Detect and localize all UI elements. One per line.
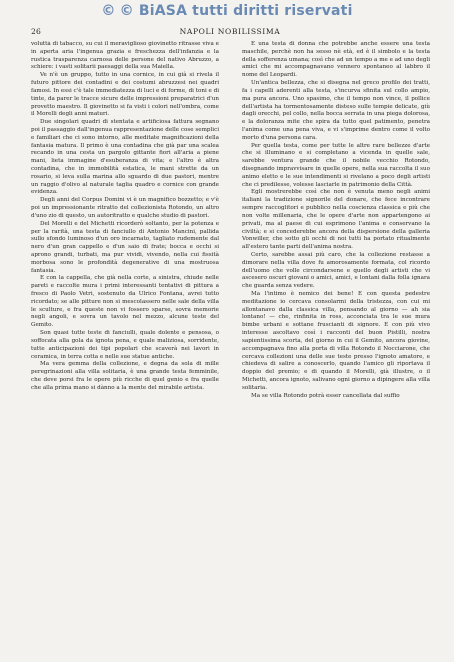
paragraph: voluttà di tabacco, su cui il meraviglioso giovinetto ritrasse viva e in aperta aria l'ingenua grazia e freschezza dell'infanzia e la rustica trasparenza carnosa delle persone del nativo Abruzzo, a schiere: i vasti solitarii paesaggi della sua Maiella. [31, 41, 219, 71]
paragraph: È una testa di donna che potrebbe anche essere una testa maschile, perchè non ha sesso nè età, ed è il simbolo e la testa della sofferenza umana; così che ad un tempo a me e ad uno degli amici che mi accompagnavano vennero spontaneo al labbro il nome del Leopardi. [242, 41, 430, 79]
paragraph: Degli anni del Corpus Domini vi è un magnifico bozzetto; e v'è poi un impressionante ritratto del collezionista Rotondo, un altro d'uno zio di questo, un autoritratto e qualche studio di pastori. [31, 197, 219, 219]
journal-title: NAPOLI NOBILISSIMA [179, 27, 281, 36]
paragraph: Son quasi tutte teste di fanciulli, quale dolente e pensosa, o soffocata alla gola da ignota pena, e quale maliziosa, sorridente, tutte anticipazioni dei tipi popolari che scaverà nei lavori in ceramica, in terra cotta e nelle sue statue antiche. [31, 330, 219, 360]
paragraph: Del Morelli e del Michetti ricorderò soltanto, per la potenza e per la rarità, una testa di fanciullo di Antonio Mancini, pallida sullo sfondo luminoso d'un oro incarnato, tagliato rudemente dal nero d'un gran cappello e d'un saio di frate; bocca e occhi si aprono grandi, turbati, ma pur vividi, vivendo, nella cui fissità morbosa sono le profondità degenerative di una mostruosa fantasia. [31, 220, 219, 274]
paragraph: Ve n'è un gruppo, tutto in una cornice, in cui già si rivela il futuro pittore dei contadini e dei costumi abruzzesi nei quadri famosi. In essi c'è tale immediatezza di luci e di forme, di toni e di tinte, da parer le tracce sicure delle impressioni preparatrici d'un provetto maestro. Il giovinetto si fa visti i colori nell'ombra, come il Morelli degli anni maturi. [31, 72, 219, 118]
paragraph: Ma l'intimo è nemico dei bene! E con questa pedestre meditazione io cercava consolarmi della tristezza, con cui mi allontanavo dalla classica villa, pensando al giorno — ah sia lontano! — che, rinfinita in ross, acconciata tra le sue mura bimbe urbani e sottane fruscianti di signore. E con più vivo interesse ascoltavo così i racconti del buon Pistilli, nostra sapientissima scorta, del giorno in cui il Gemito, ancora giovine, accompagnava fino alla porta di villa Rotondo il Nocciarone, che cercava collezioni una delle sue teste presso l'ignoto amatore, e chiedeva di salire a conoscerlo, quando l'amico gli riportava il doppio del premio; e di quando il Morelli, già illustre, o il Michetti, ancora ignoto, salivano ogni giorno a dipingere alla villa solitaria. [242, 291, 430, 391]
paragraph: Per quella testa, come per tutte le altre rare bellezze d'arte che si illuminano e si completano a vicenda in quelle sale, sarebbe ventura grande che il nobile vecchio Rotondo, disegnando impravvisare in quelle opere, nella sua raccolta il suo animo eletto e le sue intendimenti si rivelano a poco degli artisti che ci predilesse, volesse lasciarle in patrimonio della Città. [242, 142, 430, 188]
paragraph: E con la cappella, che già nella corte, a sinistra, chiude nelle pareti e raccolte mura i primi interessanti tentativi di pittura a fresco di Paolo Vetri, sostenuto da Ulrico Fontana, avrei tutto ricordato; se alle pitture non si mescolassero nelle sale della villa le sculture, e fra queste non vi fossero sparse, sovra memorie negli angoli, e sovra un tavolo nel mezzo, alcune teste del Gemito. [31, 275, 219, 329]
paragraph: Un'antica bellezza, che si disegna nel greco profilo dei tratti, fa i capelli aderenti alla testa, s'incurva sfinita sul collo ampio, ma pura ancora. Uno spasimo, che il tempo non vince, il pollice dell'artista ha tormentosamente disteso sulle tempie delicate, giù dagli orecchi, pel collo, nella bocca serrata in una piega dolorosa, e la doloranza mite che spira da tutto quel patimento, penetra l'anima come una pena viva, e vi s'imprime dentro come il volto morto d'una persona cara. [242, 80, 430, 141]
biasa-logo-icon: © [101, 3, 116, 19]
left-text-column [31, 41, 219, 653]
page-header [31, 27, 429, 41]
paragraph: Ma se villa Rotondo potrà esser cancellata dal suffio [251, 392, 400, 399]
paragraph: Due singolari quadri di stentata e artificiosa fattura segnano poi il passaggio dall'ingenua rappresentazione delle cose semplici e familiari che ci sono intorno, alle meditate magnificazioni della fantasia matura. Il primo è una contadina che già par una scalea recando in una cesta un pargolo gittante fiori all'aria a piene mani, lieta immagine d'esuberanza di vita; e l'altro è altra contadina, che in immobilità estatica, le mani strette da un rosario, si leva sulla marina allo sguardo di due pastori, mentre un raggio d'olivo al naturale taglia quadro e cornice con grande evidenza. [31, 119, 219, 196]
paragraph: Ma vera gemma della collezione, e degna da sola di mille peregrinazioni alla villa solitaria, è una grande testa femminile, che deve porsi fra le opere più ricche di quel genio e fra quelle che alla prima mano si dànno a la mente del mirabile artista. [31, 361, 219, 391]
page-number: 26 [31, 27, 42, 36]
right-text-column [242, 41, 430, 653]
paragraph: Certo, sarebbe assai più caro, che la collezione restasse a dimorare nella villa dove fu amorosamente formata, col ricordo dell'uomo che volle circondarsene e quello degli artisti che vi ascesero oscuri giovani o amici, amici, e lontani dalla folla ignara che guarda senza vedere. [242, 251, 430, 290]
watermark-text: © BiASA tutti diritti riservati [119, 3, 353, 19]
copyright-watermark [0, 3, 454, 19]
paragraph: Egli mostrerebbe così che non è venuta meno negli animi italiani la tradizione signorile del donare, che fece incontrare sempre raccoglitori e pubblico nella coscienza classica e più che non volte millenaria, che le opere d'arte non appartengono ai privati, ma al paese di cui esprimono l'anima e conservano la civiltà; e si concederebbe ancora della dispersione della galleria Vonwiller, che sotto gli occhi di noi tutti ha portato ritualmente all'estero tante parti dell'anima nostra. [242, 189, 430, 251]
